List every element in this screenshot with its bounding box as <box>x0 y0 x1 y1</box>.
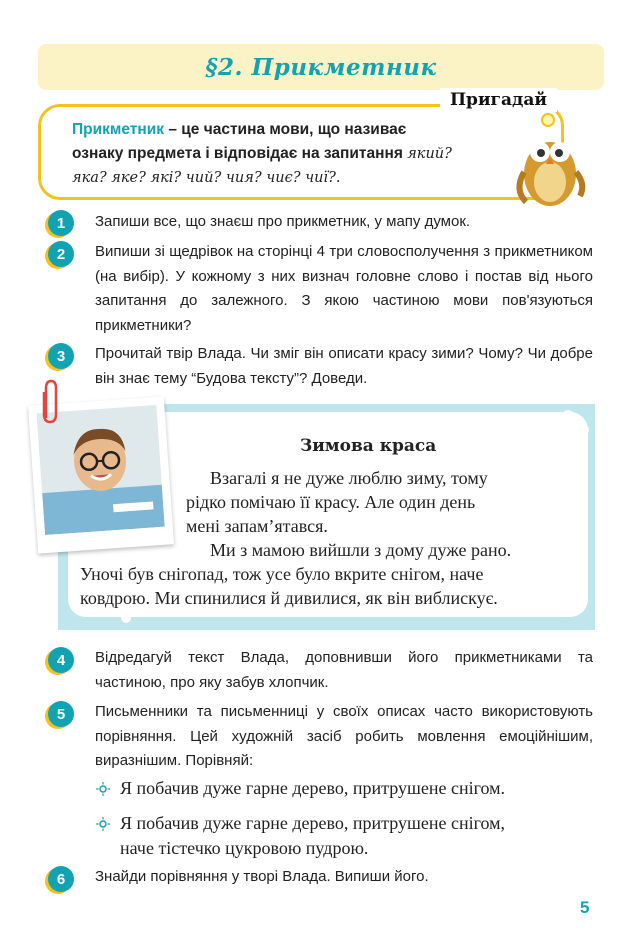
example-line: наче тістечко цукровою пудрою. <box>120 838 369 858</box>
section-title-bar <box>38 44 604 90</box>
task-text: Прочитай твір Влада. Чи зміг він описати красу зими? Чому? Чи добре він знає тему “Будова тексту”? Доведи. <box>95 345 593 387</box>
story-line: рідко помічаю її красу. Але один день <box>186 492 476 512</box>
task-text: Письменники та письменниці у своїх описах часто використовують порівняння. Цей художній засіб робить мовлення емоційнішим, виразнішим. Порівняй: <box>95 703 593 769</box>
story-line: Взагалі я не дуже люблю зиму, тому <box>210 468 488 488</box>
paperclip-icon <box>40 378 60 426</box>
task-number: 1 <box>48 210 74 236</box>
task-number: 6 <box>48 866 74 892</box>
owl-icon <box>510 112 590 212</box>
recall-definition: Прикметник – це частина мови, що називає ознаку предмета і відповідає на запитання який? яка? яке? які? чий? чия? чиє? чиї?. <box>72 121 452 186</box>
sun-bullet-icon <box>96 817 110 831</box>
story-line: Уночі був снігопад, тож усе було вкрите снігом, наче <box>80 564 484 584</box>
story-line: мені запам’ятався. <box>186 516 328 536</box>
recall-label: Пригадай <box>440 88 557 112</box>
task-number: 2 <box>48 241 74 267</box>
page-number: 5 <box>580 898 590 917</box>
recall-term: Прикметник <box>72 121 165 138</box>
task-number: 4 <box>48 647 74 673</box>
story-line: ковдрою. Ми спинилися й дивилися, як він виблискує. <box>80 588 498 608</box>
example-line: Я побачив дуже гарне дерево, притрушене снігом, <box>120 813 506 833</box>
example-line: Я побачив дуже гарне дерево, притрушене снігом. <box>120 778 506 798</box>
sun-bullet-icon <box>96 782 110 796</box>
section-title: §2. Прикметник <box>205 53 437 81</box>
decorative-dots <box>540 408 596 468</box>
story-line: Ми з мамою вийшли з дому дуже рано. <box>210 540 512 560</box>
task-number: 3 <box>48 343 74 369</box>
story-title: Зимова краса <box>300 436 437 456</box>
task-text: Відредагуй текст Влада, доповнивши його прикметниками та частиною, про яку забув хлопчик. <box>95 649 593 691</box>
task-number: 5 <box>48 701 74 727</box>
task-text: Запиши все, що знаєш про прикметник, у мапу думок. <box>95 213 471 230</box>
task-text: Знайди порівняння у творі Влада. Випиши його. <box>95 868 429 885</box>
task-text: Випиши зі щедрівок на сторінці 4 три словосполучення з прикметником (на вибір). У кожному з них визнач головне слово і постав від нього запитання до залежного. З якою частиною мови пов'язуються прикметники? <box>95 243 593 334</box>
